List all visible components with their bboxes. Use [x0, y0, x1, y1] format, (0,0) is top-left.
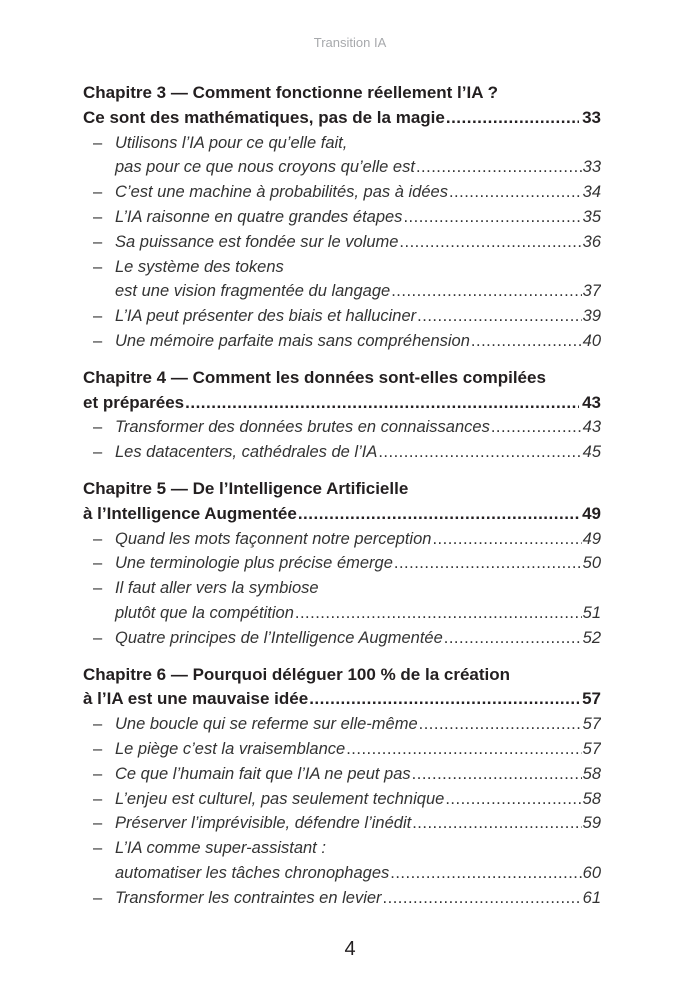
dash-bullet: – [93, 554, 103, 573]
chapter-page-number: 57 [582, 689, 601, 709]
chapter-title-text: à l’IA est une mauvaise idée [83, 689, 309, 709]
entry-text: Sa puissance est fondée sur le volume [115, 232, 399, 251]
dot-leader [419, 712, 582, 737]
toc-entry-line [83, 836, 601, 861]
dot-leader [298, 502, 579, 527]
entry-text: L’IA raisonne en quatre grandes étapes [115, 207, 403, 226]
dash-bullet: – [93, 257, 103, 276]
toc-entry [83, 712, 601, 737]
toc-entry-line [83, 861, 601, 886]
dash-bullet: – [93, 183, 103, 202]
toc-entry [83, 626, 601, 651]
dot-leader [416, 155, 582, 180]
chapter-title-text: Chapitre 5 — De l’Intelligence Artificielle [83, 478, 409, 498]
entry-text: automatiser les tâches chronophages [115, 863, 390, 882]
dot-leader [295, 601, 582, 626]
toc-entry-line [83, 230, 601, 255]
dash-bullet: – [93, 814, 103, 833]
dot-leader [390, 861, 581, 886]
toc-entry-line [83, 737, 601, 762]
toc-entry [83, 255, 601, 305]
dash-bullet: – [93, 789, 103, 808]
entry-text: plutôt que la compétition [115, 603, 294, 622]
dot-leader [394, 551, 582, 576]
table-of-contents [83, 81, 601, 923]
chapter-heading [83, 477, 601, 527]
chapter-section [83, 366, 601, 465]
entry-page-number: 43 [582, 418, 601, 437]
dot-leader [403, 205, 581, 230]
toc-entry-line [83, 811, 601, 836]
entry-page-number: 57 [582, 739, 601, 758]
dot-leader [391, 279, 581, 304]
entry-text: Transformer des données brutes en connaissances [115, 418, 490, 437]
entry-text: Le piège c’est la vraisemblance [115, 739, 346, 758]
toc-entry [83, 886, 601, 911]
entry-text: L’enjeu est culturel, pas seulement technique [115, 789, 445, 808]
toc-entry-line [83, 255, 601, 280]
toc-entry [83, 811, 601, 836]
entry-page-number: 37 [582, 282, 601, 301]
entry-page-number: 35 [582, 207, 601, 226]
entry-text: Le système des tokens [115, 257, 284, 276]
toc-entry-line [83, 415, 601, 440]
entry-page-number: 51 [582, 603, 601, 622]
chapter-title-text: Chapitre 3 — Comment fonctionne réellement l’IA ? [83, 83, 498, 102]
entry-text: Quatre principes de l’Intelligence Augmentée [115, 628, 443, 647]
chapter-section [83, 477, 601, 651]
toc-entry [83, 737, 601, 762]
entry-text: Une boucle qui se referme sur elle-même [115, 715, 418, 734]
chapter-title-text: et préparées [83, 392, 185, 412]
entry-page-number: 45 [582, 443, 601, 462]
dash-bullet: – [93, 715, 103, 734]
chapter-page-number: 43 [582, 392, 601, 412]
toc-entry-line [83, 576, 601, 601]
entry-text: Il faut aller vers la symbiose [115, 579, 319, 598]
dot-leader [417, 304, 581, 329]
chapter-page-number: 33 [582, 107, 601, 127]
entry-text: Les datacenters, cathédrales de l’IA [115, 443, 378, 462]
dash-bullet: – [93, 739, 103, 758]
chapter-title-line [83, 106, 601, 131]
toc-entry [83, 576, 601, 626]
chapter-title-line [83, 687, 601, 712]
toc-entry-line [83, 886, 601, 911]
dot-leader [445, 787, 581, 812]
toc-entry-line [83, 329, 601, 354]
entry-page-number: 57 [582, 715, 601, 734]
dot-leader [185, 391, 579, 416]
toc-entry-line [83, 279, 601, 304]
chapter-title-line [83, 502, 601, 527]
chapter-section [83, 81, 601, 354]
entry-page-number: 59 [582, 814, 601, 833]
toc-entry [83, 527, 601, 552]
entry-page-number: 52 [582, 628, 601, 647]
entry-page-number: 33 [582, 158, 601, 177]
dot-leader [378, 440, 581, 465]
entry-text: Transformer les contraintes en levier [115, 888, 382, 907]
toc-entry-line [83, 626, 601, 651]
dot-leader [449, 180, 582, 205]
chapter-heading [83, 81, 601, 131]
entry-page-number: 50 [582, 554, 601, 573]
toc-entry-line [83, 205, 601, 230]
dash-bullet: – [93, 307, 103, 326]
chapter-title-text: Ce sont des mathématiques, pas de la magie [83, 107, 445, 127]
toc-entry [83, 205, 601, 230]
entry-text: est une vision fragmentée du langage [115, 282, 391, 301]
entry-text: Quand les mots façonnent notre perception [115, 529, 432, 548]
dash-bullet: – [93, 232, 103, 251]
toc-entry [83, 440, 601, 465]
dash-bullet: – [93, 207, 103, 226]
toc-entry [83, 762, 601, 787]
entry-page-number: 39 [582, 307, 601, 326]
chapter-section [83, 663, 601, 911]
toc-entry [83, 329, 601, 354]
entry-page-number: 58 [582, 764, 601, 783]
dash-bullet: – [93, 764, 103, 783]
toc-entry-line [83, 762, 601, 787]
dash-bullet: – [93, 133, 103, 152]
entry-page-number: 61 [582, 888, 601, 907]
entry-page-number: 49 [582, 529, 601, 548]
toc-entry-line [83, 787, 601, 812]
page-number: 4 [344, 938, 356, 960]
toc-entry [83, 415, 601, 440]
dot-leader [491, 415, 582, 440]
dash-bullet: – [93, 839, 103, 858]
chapter-title-text: à l’Intelligence Augmentée [83, 503, 297, 523]
entry-text: pas pour ce que nous croyons qu’elle est [115, 158, 415, 177]
chapter-title-text: Chapitre 4 — Comment les données sont-elles compilées [83, 367, 546, 387]
chapter-heading [83, 663, 601, 713]
toc-entry-line [83, 440, 601, 465]
toc-entry [83, 230, 601, 255]
entry-page-number: 36 [582, 232, 601, 251]
dot-leader [444, 626, 582, 651]
toc-entry-line [83, 527, 601, 552]
entry-text: L’IA comme super-assistant : [115, 839, 326, 858]
dash-bullet: – [93, 628, 103, 647]
chapter-title-line [83, 81, 601, 106]
dash-bullet: – [93, 331, 103, 350]
entry-text: Ce que l’humain fait que l’IA ne peut pas [115, 764, 411, 783]
entry-text: Une terminologie plus précise émerge [115, 554, 393, 573]
toc-entry-line [83, 551, 601, 576]
entry-page-number: 40 [582, 331, 601, 350]
entry-text: Préserver l’imprévisible, défendre l’inédit [115, 814, 412, 833]
dot-leader [383, 886, 582, 911]
chapter-title-line [83, 366, 601, 391]
chapter-heading [83, 366, 601, 416]
toc-entry-line [83, 155, 601, 180]
entry-page-number: 34 [582, 183, 601, 202]
toc-entry [83, 787, 601, 812]
entry-text: Une mémoire parfaite mais sans compréhension [115, 331, 470, 350]
toc-entry-line [83, 180, 601, 205]
dot-leader [346, 737, 581, 762]
toc-entry [83, 180, 601, 205]
chapter-title-text: Chapitre 6 — Pourquoi déléguer 100 % de la création [83, 664, 511, 684]
dot-leader [412, 762, 582, 787]
toc-entry [83, 836, 601, 886]
dash-bullet: – [93, 418, 103, 437]
toc-entry [83, 131, 601, 181]
dot-leader [399, 230, 581, 255]
dot-leader [446, 106, 579, 131]
toc-entry [83, 304, 601, 329]
entry-page-number: 60 [582, 863, 601, 882]
entry-text: C’est une machine à probabilités, pas à idées [115, 183, 448, 202]
toc-entry [83, 551, 601, 576]
toc-entry-line [83, 712, 601, 737]
dot-leader [432, 527, 581, 552]
chapter-title-line [83, 477, 601, 502]
dash-bullet: – [93, 888, 103, 907]
running-header: Transition IA [313, 35, 387, 50]
dot-leader [471, 329, 582, 354]
dash-bullet: – [93, 579, 103, 598]
dash-bullet: – [93, 529, 103, 548]
entry-page-number: 58 [582, 789, 601, 808]
chapter-title-line [83, 391, 601, 416]
dot-leader [412, 811, 581, 836]
chapter-title-line [83, 663, 601, 688]
entry-text: Utilisons l’IA pour ce qu’elle fait, [115, 133, 348, 152]
dash-bullet: – [93, 443, 103, 462]
dot-leader [309, 687, 579, 712]
toc-entry-line [83, 304, 601, 329]
toc-entry-line [83, 601, 601, 626]
chapter-page-number: 49 [582, 503, 601, 523]
toc-entry-line [83, 131, 601, 156]
entry-text: L’IA peut présenter des biais et halluciner [115, 307, 417, 326]
